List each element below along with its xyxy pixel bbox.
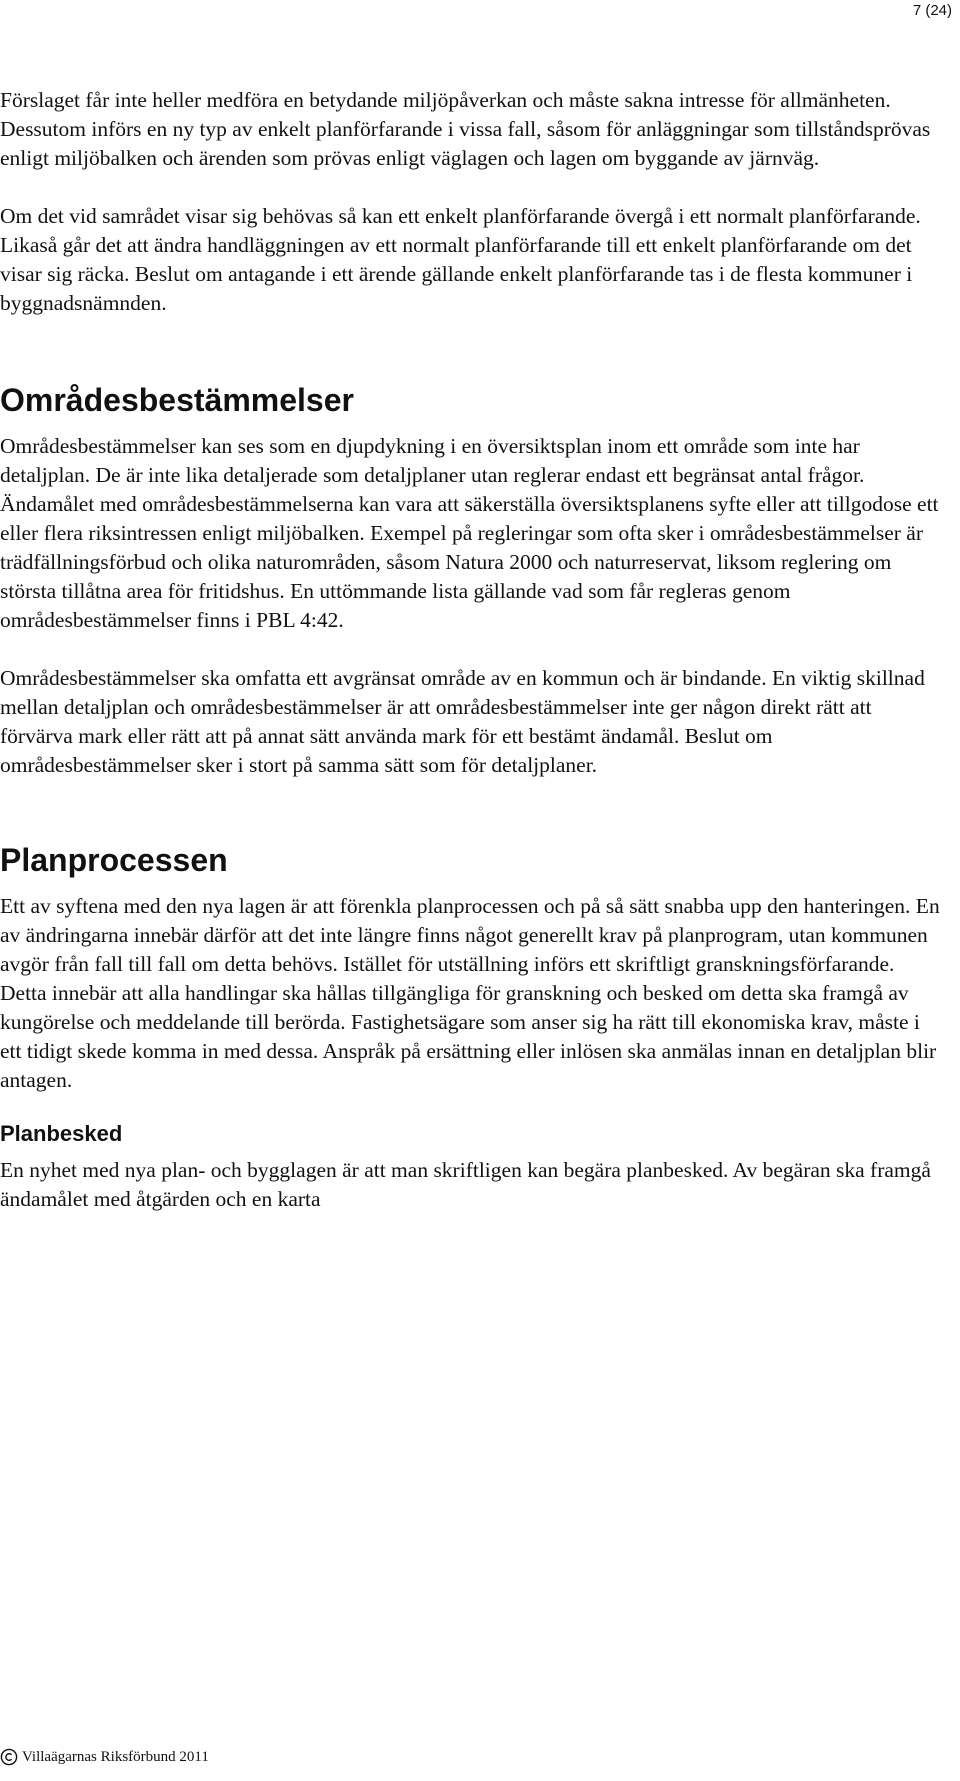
- heading-omradesbestammelser: Områdesbestämmelser: [0, 382, 354, 418]
- heading-planbesked: Planbesked: [0, 1121, 123, 1146]
- page-number: 7 (24): [912, 2, 952, 19]
- document-body: [0, 86, 940, 1214]
- intro-paragraph: Om det vid samrådet visar sig behövas så kan ett enkelt planförfarande övergå i ett normalt planförfarande. Likaså går det att ändra handläggningen av ett normalt planförfarande till ett enkelt planförfarande om det visar sig räcka. Beslut om antagande i ett ärende gällande enkelt planförfarande tas i de flesta kommuner i byggnadsnämnden.: [0, 204, 921, 315]
- page-footer: [0, 1746, 209, 1768]
- omradesbestammelser-paragraph: Områdesbestämmelser kan ses som en djupdykning i en översiktsplan inom ett område som inte har detaljplan. De är inte lika detaljerade som detaljplaner utan reglerar endast ett begränsat antal frågor. Ändamålet med områdesbestämmelserna kan vara att säkerställa översiktsplanens syfte eller att tillgodose ett eller flera riksintressen enligt miljöbalken. Exempel på regleringar som ofta sker i områdesbestämmelser är trädfällningsförbud och olika naturområden, såsom Natura 2000 och naturreservat, liksom reglering om största tillåtna area för fritidshus. En uttömmande lista gällande vad som får regleras genom områdesbestämmelser finns i PBL 4:42.: [0, 434, 939, 632]
- intro-paragraph: Förslaget får inte heller medföra en betydande miljöpåverkan och måste sakna intresse för allmänheten. Dessutom införs en ny typ av enkelt planförfarande i vissa fall, såsom för anläggningar som tillståndsprövas enligt miljöbalken och ärenden som prövas enligt väglagen och lagen om byggande av järnväg.: [0, 88, 931, 170]
- copyright-icon: [0, 1748, 18, 1766]
- footer-text: Villaägarnas Riksförbund 2011: [22, 1749, 209, 1765]
- heading-planprocessen: Planprocessen: [0, 842, 228, 878]
- planbesked-paragraph: En nyhet med nya plan- och bygglagen är att man skriftligen kan begära planbesked. Av begäran ska framgå ändamålet med åtgärden och en karta: [0, 1158, 931, 1211]
- omradesbestammelser-paragraph: Områdesbestämmelser ska omfatta ett avgränsat område av en kommun och är bindande. En viktig skillnad mellan detaljplan och områdesbestämmelser är att områdesbestämmelser inte ger någon direkt rätt att förvärva mark eller rätt att på annat sätt använda mark för ett bestämt ändamål. Beslut om områdesbestämmelser sker i stort på samma sätt som för detaljplaner.: [0, 666, 925, 777]
- planprocessen-paragraph: Ett av syftena med den nya lagen är att förenkla planprocessen och på så sätt snabba upp den hanteringen. En av ändringarna innebär därför att det inte längre finns något generellt krav på planprogram, utan kommunen avgör från fall till fall om detta behövs. Istället för utställning införs ett skriftligt granskningsförfarande. Detta innebär att alla handlingar ska hållas tillgängliga för granskning och besked om detta ska framgå av kungörelse och meddelande till berörda. Fastighetsägare som anser sig ha rätt till ekonomiska krav, måste i ett tidigt skede komma in med dessa. Anspråk på ersättning eller inlösen ska anmälas innan en detaljplan blir antagen.: [0, 894, 940, 1092]
